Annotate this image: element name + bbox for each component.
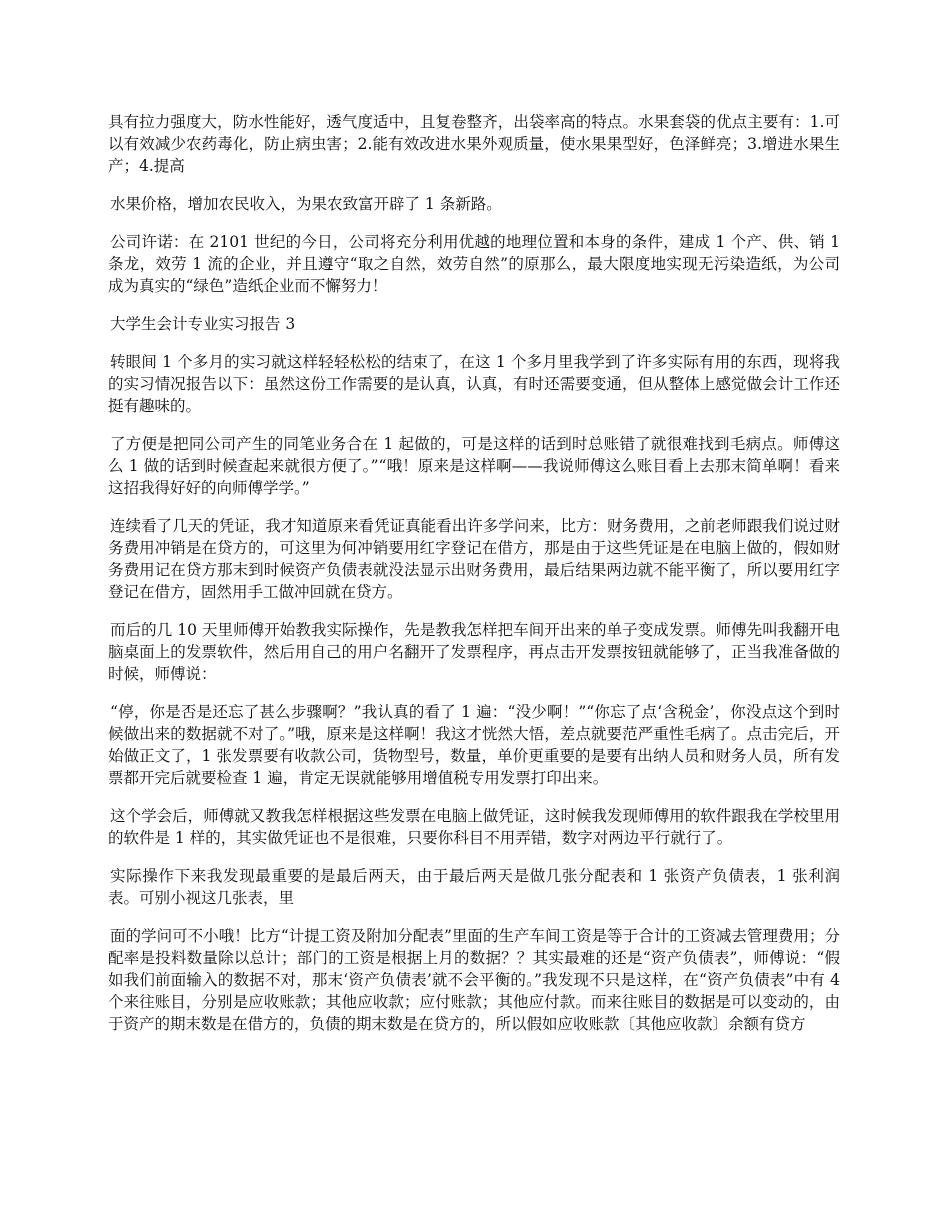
paragraph-11: 实际操作下来我发现最重要的是最后两天，由于最后两天是做几张分配表和 1 张资产负债表，1 张利润表。可别小视这几张表，里 — [108, 867, 840, 907]
paragraph-10: 这个学会后，师傅就又教我怎样根据这些发票在电脑上做凭证，这时候我发现师傅用的软件跟我在学校里用的软件是 1 样的，其实做凭证也不是很难，只要你科目不用弄错，数字对两边平行就行了。 — [108, 807, 840, 847]
paragraph-12: 面的学问可不小哦！比方“计提工资及附加分配表”里面的生产车间工资是等于合计的工资减去管理费用；分配率是投料数量除以总计；部门的工资是根据上月的数据？？其实最难的还是“资产负债表”，师傅说：“假如我们前面输入的数据不对，那末‘资产负债表’就不会平衡的。”我发现不只是这样，在“资产负债表”中有 4 个来往账目，分别是应收账款；其他应收款；应付账款；其他应付款。而来往账目的数据是可以变动的，由于资产的期末数是在借方的，负债的期末数是在贷方的，所以假如应收账款〔其他应收款〕余额有贷方 — [108, 927, 840, 1033]
paragraph-1: 具有拉力强度大，防水性能好，透气度适中，且复卷整齐，出袋率高的特点。水果套袋的优点主要有：1.可以有效减少农药毒化，防止病虫害；2.能有效改进水果外观质量，使水果果型好，色泽鲜亮；3.增进水果生产；4.提高 — [108, 113, 840, 175]
section-heading: 大学生会计专业实习报告 3 — [110, 315, 296, 333]
paragraph-8: 而后的几 10 天里师傅开始教我实际操作，先是教我怎样把车间开出来的单子变成发票。师傅先叫我翻开电脑桌面上的发票软件，然后用自己的用户名翻开了发票程序，再点击开发票按钮就能够了，正当我准备做的时候，师傅说： — [108, 621, 840, 683]
paragraph-2: 水果价格，增加农民收入，为果农致富开辟了 1 条新路。 — [110, 195, 502, 213]
paragraph-9: “停，你是否是还忘了甚么步骤啊？”我认真的看了 1 遍：“没少啊！”“你忘了点‘含税金’，你没点这个到时候做出来的数据就不对了。”哦，原来是这样啊！我这才恍然大悟，差点就要范严重性毛病了。点击完后，开始做正文了，1 张发票要有收款公司，货物型号，数量，单价更重要的是要有出纳人员和财务人员，所有发票都开完后就要检查 1 遍，肯定无误就能够用增值税专用发票打印出来。 — [108, 703, 840, 787]
paragraph-3: 公司许诺：在 2101 世纪的今日，公司将充分利用优越的地理位置和本身的条件，建成 1 个产、供、销 1 条龙，效劳 1 流的企业，并且遵守“取之自然，效劳自然”的原那么，最大限度地实现无污染造纸，为公司成为真实的“绿色”造纸企业而不懈努力！ — [108, 233, 840, 295]
document-body — [108, 111, 840, 1051]
paragraph-5: 转眼间 1 个多月的实习就这样轻轻松松的结束了，在这 1 个多月里我学到了许多实际有用的东西，现将我的实习情况报告以下：虽然这份工作需要的是认真，认真，有时还需要变通，但从整体上感觉做会计工作还挺有趣味的。 — [108, 353, 840, 415]
paragraph-7: 连续看了几天的凭证，我才知道原来看凭证真能看出许多学问来，比方：财务费用，之前老师跟我们说过财务费用冲销是在贷方的，可这里为何冲销要用红字登记在借方，那是由于这些凭证是在电脑上做的，假如财务费用记在贷方那末到时候资产负债表就没法显示出财务费用，最后结果两边就不能平衡了，所以要用红字登记在借方，固然用手工做冲回就在贷方。 — [108, 517, 840, 601]
paragraph-6: 了方便是把同公司产生的同笔业务合在 1 起做的，可是这样的话到时总账错了就很难找到毛病点。师傅这么 1 做的话到时候查起来就很方便了。”“哦！原来是这样啊——我说师傅这么账目看上去那末简单啊！看来这招我得好好的向师傅学学。” — [108, 435, 840, 497]
